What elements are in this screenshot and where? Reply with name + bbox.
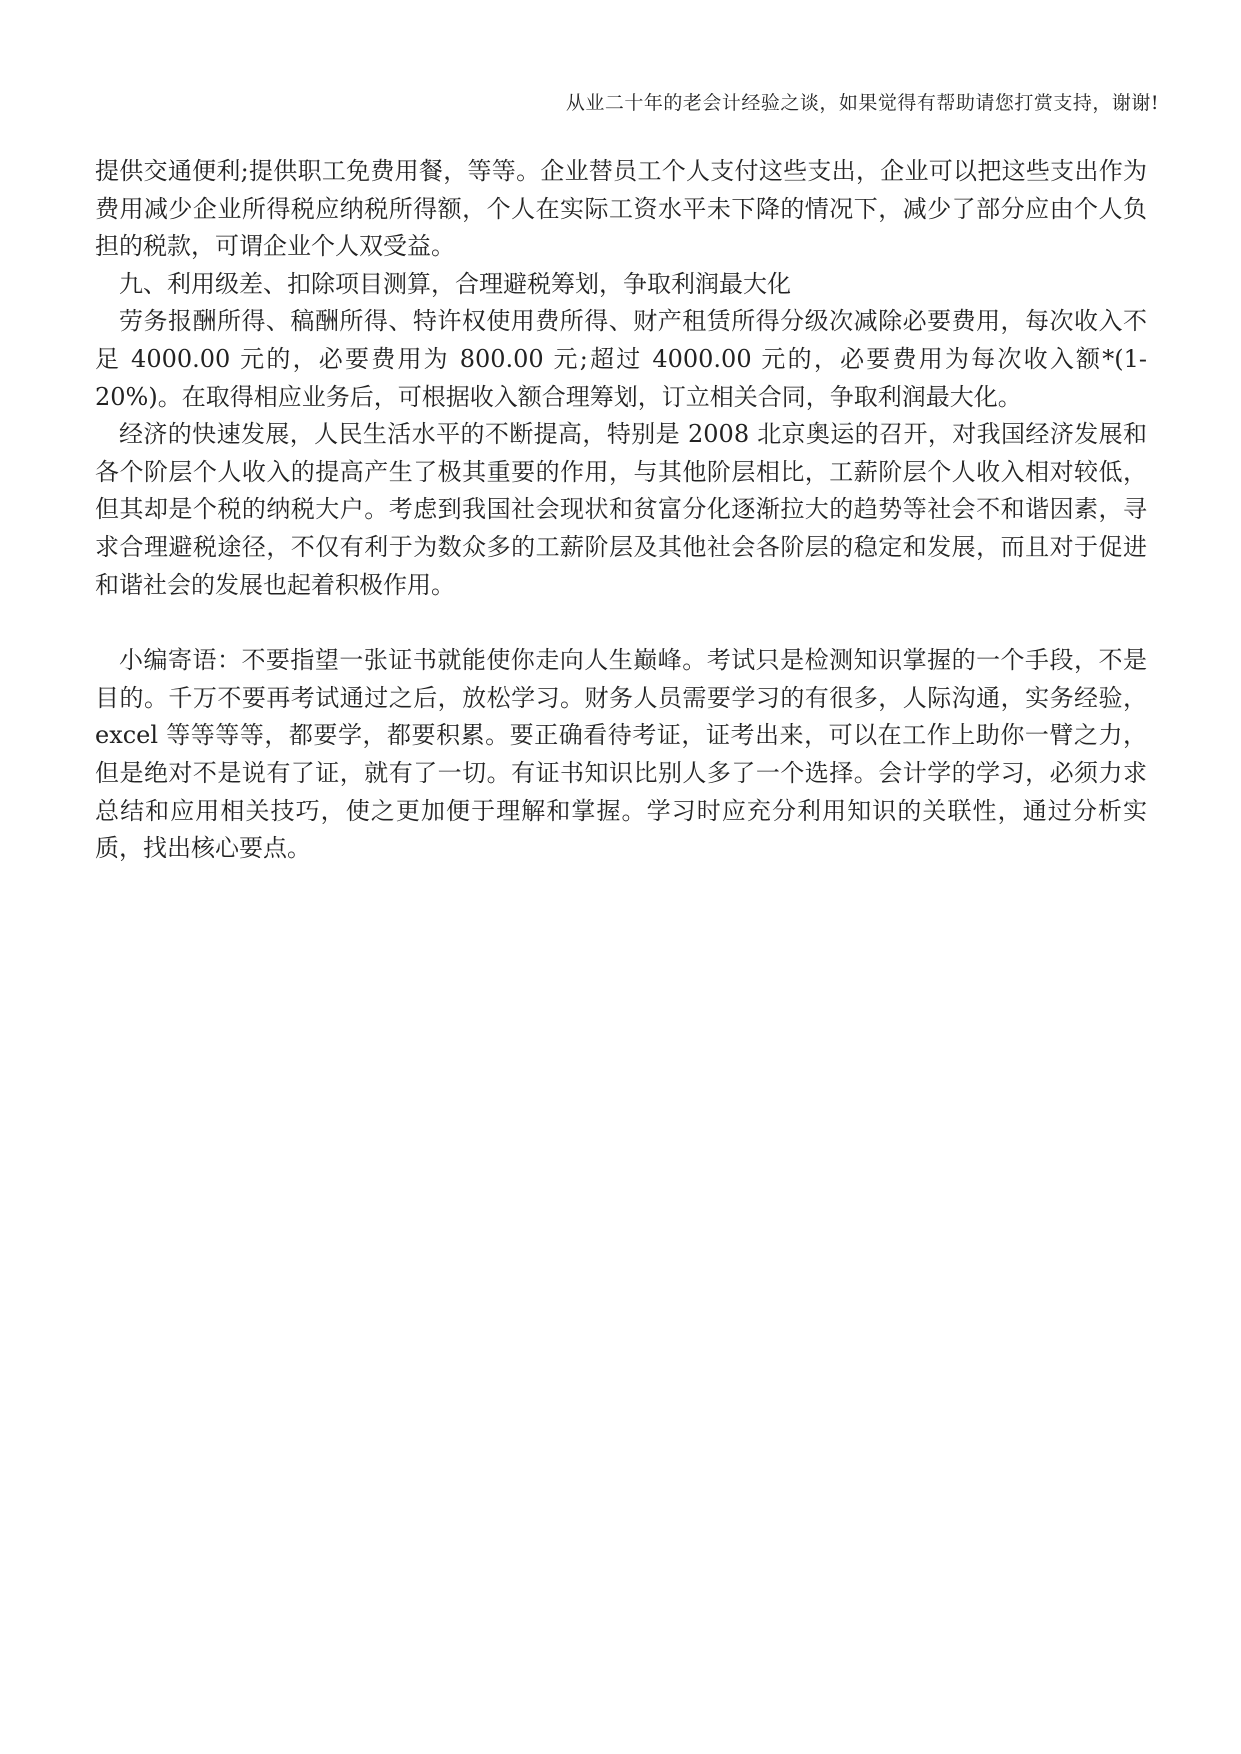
- paragraph-spacer: [95, 604, 1147, 642]
- paragraph-editor-note: 小编寄语：不要指望一张证书就能使你走向人生巅峰。考试只是检测知识掌握的一个手段，不是目的。千万不要再考试通过之后，放松学习。财务人员需要学习的有很多，人际沟通，实务经验，excel 等等等等，都要学，都要积累。要正确看待考证，证考出来，可以在工作上助你一臂之力，但是绝对不是说有了证，就有了一切。有证书知识比别人多了一个选择。会计学的学习，必须力求总结和应用相关技巧，使之更加便于理解和掌握。学习时应充分利用知识的关联性，通过分析实质，找出核心要点。: [95, 646, 1147, 863]
- paragraph-economic-development: 经济的快速发展，人民生活水平的不断提高，特别是 2008 北京奥运的召开，对我国经济发展和各个阶层个人收入的提高产生了极其重要的作用，与其他阶层相比，工薪阶层个人收入相对较低，但其却是个税的纳税大户。考虑到我国社会现状和贫富分化逐渐拉大的趋势等社会不和谐因素，寻求合理避税途径，不仅有利于为数众多的工薪阶层及其他社会各阶层的稳定和发展，而且对于促进和谐社会的发展也起着积极作用。: [95, 420, 1147, 599]
- document-body: [95, 153, 1147, 868]
- section-heading-nine: 九、利用级差、扣除项目测算，合理避税筹划，争取利润最大化: [119, 269, 791, 298]
- page-header-note: 从业二十年的老会计经验之谈，如果觉得有帮助请您打赏支持，谢谢!: [565, 92, 1159, 114]
- paragraph-labor-income: 劳务报酬所得、稿酬所得、特许权使用费所得、财产租赁所得分级次减除必要费用，每次收入不足 4000.00 元的，必要费用为 800.00 元;超过 4000.00 元的，必要费用为每次收入额*(1-20%)。在取得相应业务后，可根据收入额合理筹划，订立相关合同，争取利润最大化。: [95, 307, 1147, 411]
- paragraph-continuation: 提供交通便利;提供职工免费用餐，等等。企业替员工个人支付这些支出，企业可以把这些支出作为费用减少企业所得税应纳税所得额，个人在实际工资水平未下降的情况下，减少了部分应由个人负担的税款，可谓企业个人双受益。: [95, 157, 1147, 261]
